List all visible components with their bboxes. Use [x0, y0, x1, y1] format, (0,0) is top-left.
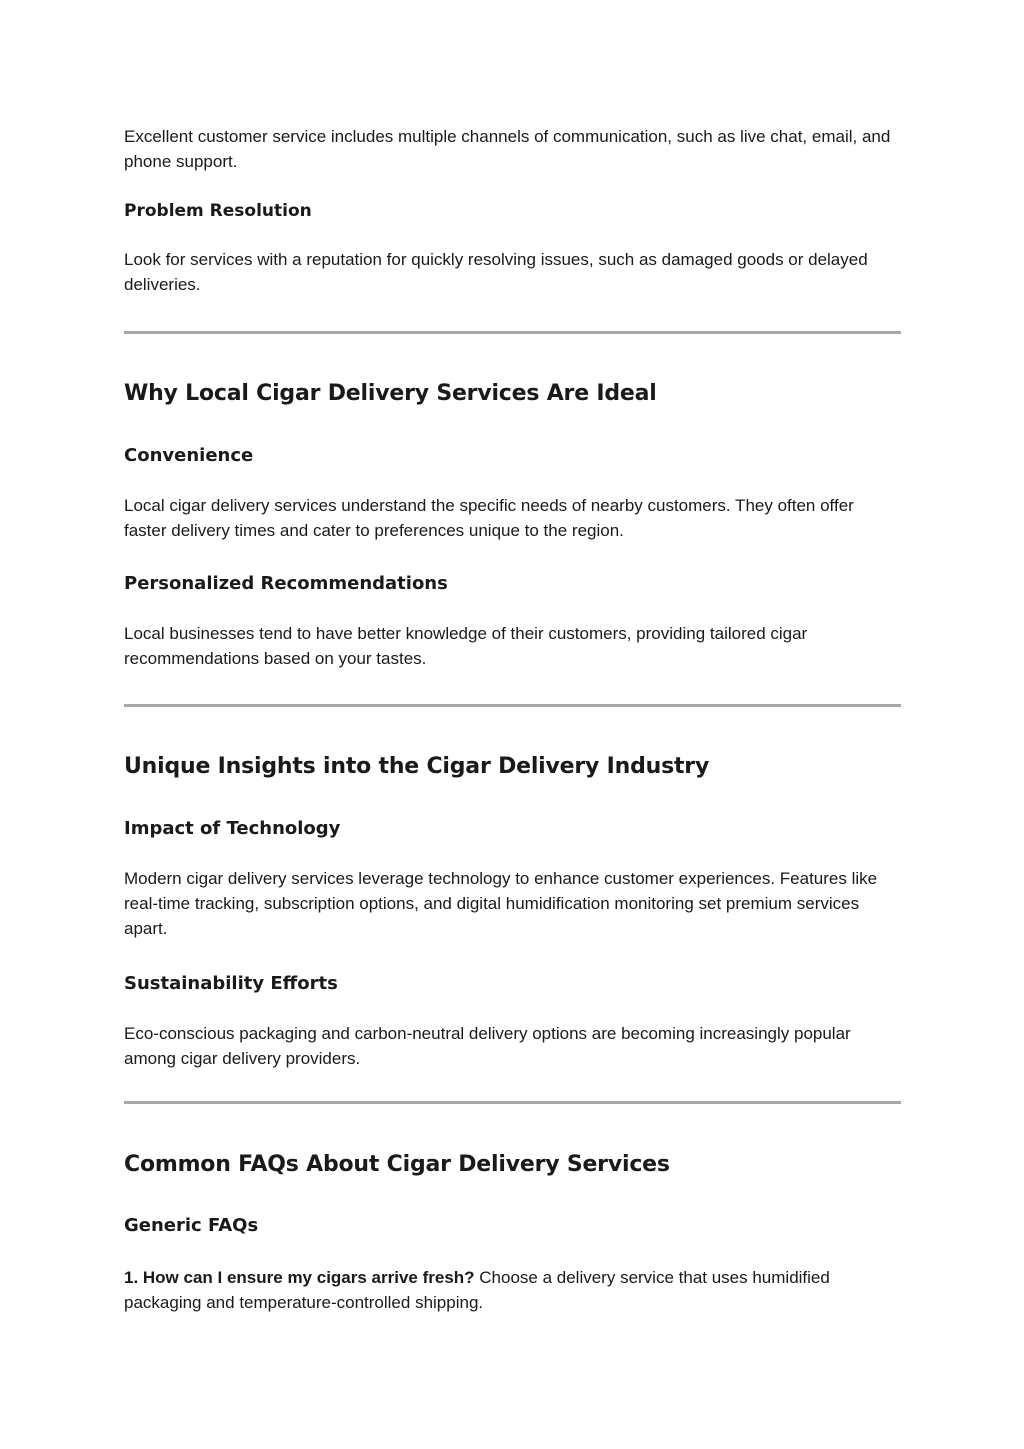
convenience-paragraph: Local cigar delivery services understand the specific needs of nearby customers. They often offer faster delivery times and cater to preferences unique to the region. — [124, 496, 854, 540]
faqs-heading: Common FAQs About Cigar Delivery Services — [124, 1152, 670, 1177]
problem-resolution-paragraph: Look for services with a reputation for quickly resolving issues, such as damaged goods or delayed deliveries. — [124, 250, 868, 294]
technology-paragraph: Modern cigar delivery services leverage technology to enhance customer experiences. Features like real-time tracking, subscription options, and digital humidification monitoring set premium services apart. — [124, 869, 878, 938]
faq-item — [124, 1265, 901, 1315]
faq-question: 1. How can I ensure my cigars arrive fresh? — [124, 1268, 475, 1287]
sustainability-heading: Sustainability Efforts — [124, 973, 338, 994]
problem-resolution-heading: Problem Resolution — [124, 201, 312, 221]
local-services-heading: Why Local Cigar Delivery Services Are Ideal — [124, 381, 657, 406]
faq-answer: Choose a delivery service that uses humidified packaging and temperature-controlled shipping. — [124, 1268, 830, 1312]
insights-heading: Unique Insights into the Cigar Delivery Industry — [124, 754, 710, 779]
generic-faqs-heading: Generic FAQs — [124, 1215, 259, 1236]
technology-heading: Impact of Technology — [124, 818, 341, 839]
personalized-paragraph: Local businesses tend to have better knowledge of their customers, providing tailored cigar recommendations based on your tastes. — [124, 624, 808, 668]
section-divider — [124, 1101, 901, 1104]
section-divider — [124, 704, 901, 707]
intro-paragraph: Excellent customer service includes multiple channels of communication, such as live chat, email, and phone support. — [124, 127, 891, 171]
personalized-heading: Personalized Recommendations — [124, 573, 448, 594]
convenience-heading: Convenience — [124, 445, 254, 466]
sustainability-paragraph: Eco-conscious packaging and carbon-neutral delivery options are becoming increasingly popular among cigar delivery providers. — [124, 1024, 851, 1068]
section-divider — [124, 331, 901, 334]
